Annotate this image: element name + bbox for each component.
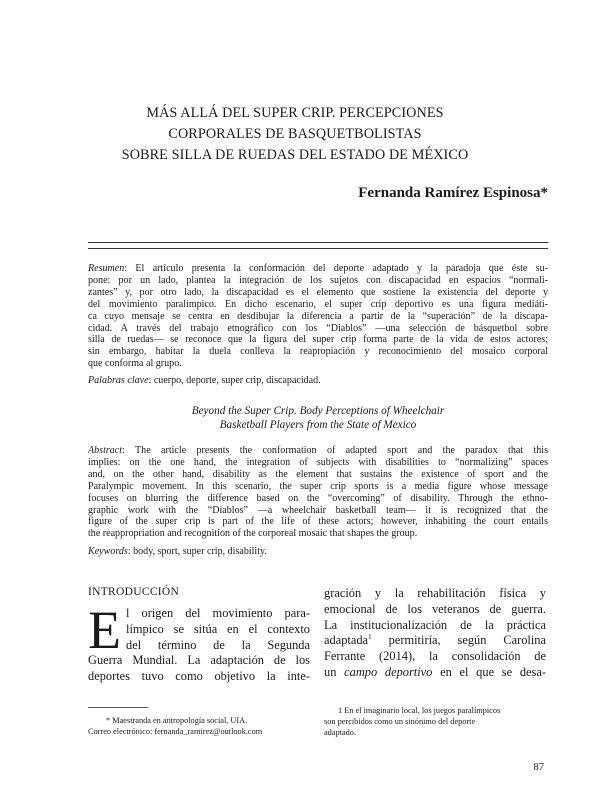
title-line: CORPORALES DE BASQUETBOLISTAS [168, 126, 422, 142]
body-line: La institucionalización de la práctica [324, 617, 546, 632]
english-title-line: Beyond the Super Crip. Body Perceptions of Wheelchair [191, 405, 445, 417]
body-line: un campo deportivo en el que se desa- [324, 664, 546, 679]
english-title [100, 405, 536, 432]
article-title [70, 103, 520, 166]
keywords-spanish: Palabras clave: cuerpo, deporte, super crip, discapacidad. [88, 375, 321, 386]
abstract-line: que conforma al grupo. [88, 358, 182, 370]
footnote-marker: 1 [368, 632, 372, 642]
keywords-label: Palabras clave [88, 375, 149, 386]
abstract-line: del movimiento paralímpico. En dicho escenario, el super crip deportivo es una figura mediáti- [88, 298, 548, 310]
title-line: MÁS ALLÁ DEL SUPER CRIP. PERCEPCIONES [146, 105, 444, 121]
english-title-line: Basketball Players from the State of Mexico [219, 418, 417, 431]
title-line: SOBRE SILLA DE RUEDAS DEL ESTADO DE MÉXICO [121, 147, 469, 163]
abstract-line: sin embargo, habitar la duela conlleva la reapropiación y reconocimiento del mosaico corporal [88, 346, 548, 358]
author-name: Fernanda Ramírez Espinosa* [358, 185, 548, 201]
abstract-line: and, on the other hand, disability as the element that sustains the existence of sport and the [88, 468, 548, 480]
divider-rule [88, 242, 548, 243]
abstract-line: the reappropriation and recognition of the corporeal mosaic that shapes the group. [88, 528, 418, 540]
abstract-line: Paralympic movement. In this scenario, the super crip sports is a media figure whose message [88, 480, 548, 492]
abstract-line: graphic work with the “Diablos” —a wheelchair basketball team— it is recognized that the [88, 504, 548, 516]
body-line: emocional de los veteranos de guerra. [324, 601, 546, 616]
body-line: gración y la rehabilitación física y [324, 586, 546, 600]
footnote-line: adaptado. [324, 728, 357, 737]
body-line: deportes tuvo como objetivo la inte- [88, 669, 310, 684]
divider-rule [88, 248, 548, 249]
body-line: Guerra Mundial. La adaptación de los [88, 653, 310, 668]
body-column-right [324, 586, 546, 681]
body-line: adaptada$^1$ permitiría, según Carolina [324, 632, 546, 648]
footnote-rule [88, 707, 148, 708]
keywords-english: Keywords: body, sport, super crip, disability. [88, 546, 267, 557]
abstract-line: pone: por un lado, plantea la integración de los sujetos con discapacidad en espacios “normali- [88, 274, 548, 286]
abstract-line: figure of the super crip is part of the life of these actors; however, inhabiting the court entails [88, 516, 548, 528]
author-footnote [88, 715, 310, 737]
abstract-line: silla de ruedas— se reconoce que la figura del super crip forma parte de la vida de estos actores; [88, 334, 548, 346]
abstract-english [88, 445, 548, 540]
footnote-1 [324, 705, 546, 738]
abstract-label: Resumen [88, 263, 125, 274]
abstract-spanish [88, 263, 548, 370]
abstract-line: focuses on blurring the difference based on the “overcoming” of disability. Through the ethno- [88, 492, 548, 504]
abstract-line: implies: on the one hand, the integration of subjects with disabilities to “normalizing” spaces [88, 456, 548, 468]
footnote-line: son percibidos como un sinónimo del deporte [324, 717, 476, 726]
body-line: l origen del movimiento para- [126, 606, 310, 620]
page-number: 87 [533, 762, 544, 773]
abstract-line: Abstract: The article presents the conformation of adapted sport and the paradox that this [88, 445, 548, 456]
abstract-line: cidad. A través del trabajo etnográfico con los “Diablos” —una selección de básquetbol sobre [88, 322, 548, 334]
body-line: límpico se sitúa en el contexto [126, 621, 310, 636]
keywords-label: Keywords [88, 546, 128, 557]
footnote-line: 1 En el imaginario local, los juegos paralímpicos [338, 706, 501, 715]
abstract-line: Resumen: El artículo presenta la conformación del deporte adaptado y la paradoja que éste su- [88, 263, 548, 274]
drop-cap: E [88, 600, 121, 660]
abstract-line: zantes” y, por otro lado, la discapacidad es el elemento que sostiene la existencia del deporte y [88, 286, 548, 298]
section-heading: INTRODUCCIÓN [88, 586, 180, 598]
body-line: del término de la Segunda [126, 637, 310, 652]
footnote-line: Correo electrónico: fernanda_ramirez@outlook.com [88, 727, 263, 736]
abstract-line: ca cuyo mensaje se centra en desdibujar la diferencia a partir de la “superación” de la discapa- [88, 310, 548, 322]
abstract-label: Abstract [88, 445, 123, 456]
body-column-left [88, 600, 310, 685]
body-line: Ferrante (2014), la consolidación de [324, 649, 546, 664]
footnote-line: * Maestranda en antropología social, UIA. [106, 716, 248, 725]
